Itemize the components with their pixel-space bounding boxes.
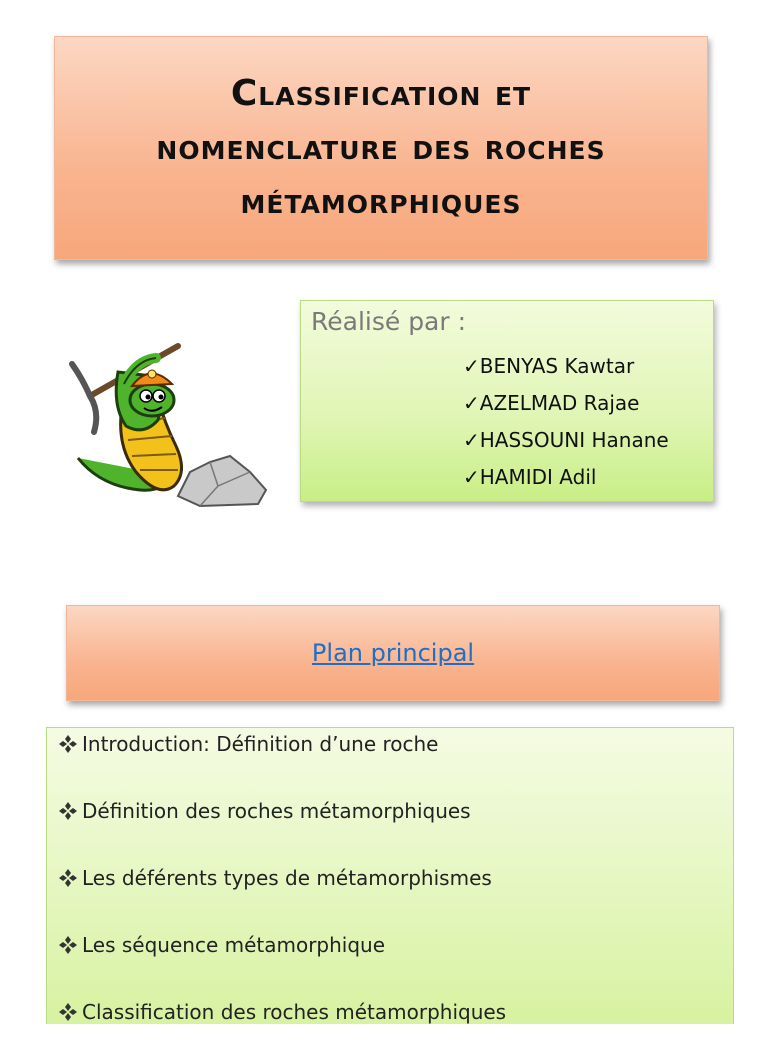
contents-list	[57, 728, 506, 1063]
author-name: ✓HAMIDI Adil	[463, 465, 597, 489]
list-item	[57, 795, 506, 862]
diamond-bullet-icon	[57, 867, 79, 889]
author-name: ✓HASSOUNI Hanane	[463, 428, 669, 452]
list-item	[57, 996, 506, 1063]
worm-miner-illustration	[60, 286, 280, 516]
list-item	[57, 862, 506, 929]
list-item-text: Introduction: Définition d’une roche	[82, 732, 439, 756]
list-item-text: Les séquence métamorphique	[82, 933, 386, 957]
diamond-bullet-icon	[57, 733, 79, 755]
authors-list	[463, 353, 669, 501]
plan-principal-link[interactable]: Plan principal	[311, 639, 475, 667]
document-title: Classification et nomenclature des roches métamorphiques	[156, 73, 606, 222]
diamond-bullet-icon	[57, 1001, 79, 1023]
diamond-bullet-icon	[57, 800, 79, 822]
list-item	[57, 728, 506, 795]
list-item	[57, 929, 506, 996]
contents-panel	[46, 727, 734, 1024]
diamond-bullet-icon	[57, 934, 79, 956]
title-banner	[54, 36, 708, 260]
plan-header-banner	[66, 605, 720, 701]
list-item-text: Les déférents types de métamorphismes	[82, 866, 492, 890]
author-name: ✓AZELMAD Rajae	[463, 391, 640, 415]
author-name: ✓BENYAS Kawtar	[463, 354, 635, 378]
list-item-text: Définition des roches métamorphiques	[82, 799, 471, 823]
authors-heading: Réalisé par :	[311, 307, 467, 336]
list-item-text: Classification des roches métamorphiques	[82, 1000, 507, 1024]
authors-panel	[300, 300, 714, 502]
